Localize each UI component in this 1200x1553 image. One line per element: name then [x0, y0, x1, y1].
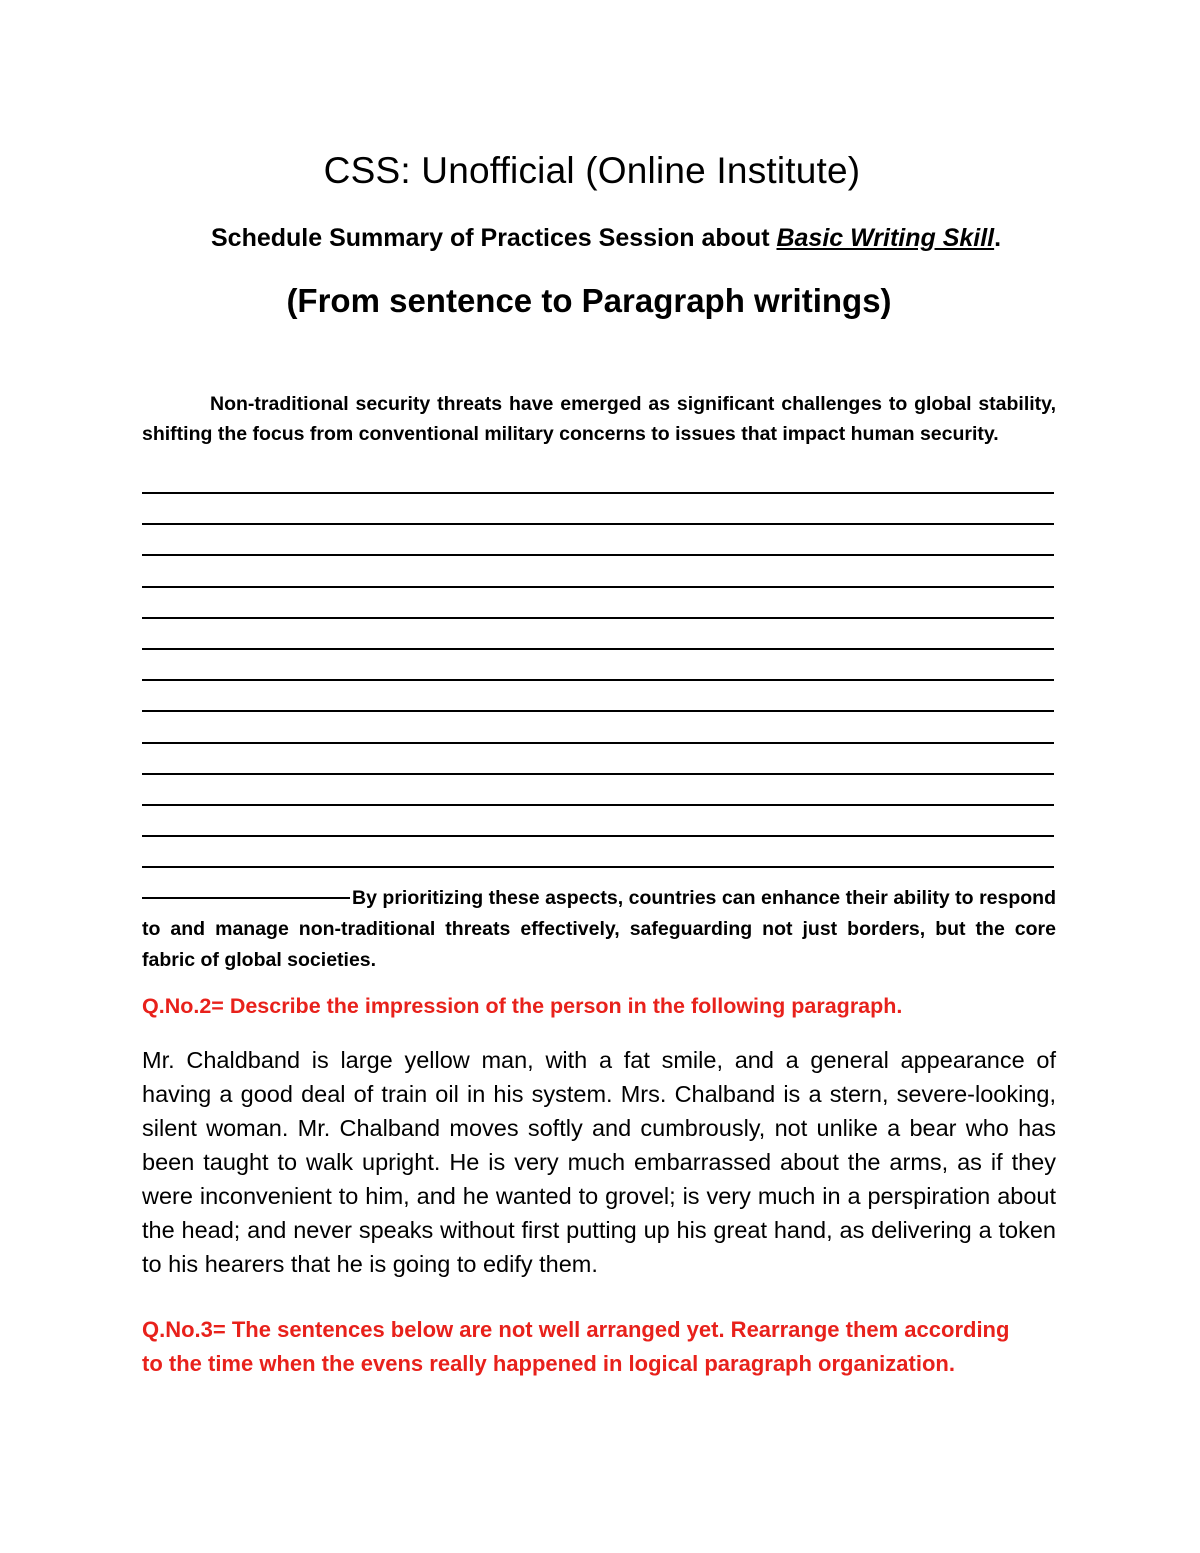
blank-writing-line [142, 744, 1054, 775]
page-title: CSS: Unofficial (Online Institute) [323, 150, 861, 191]
closing-paragraph [142, 883, 1056, 976]
question-3-heading: Q.No.3= The sentences below are not well arranged yet. Rearrange them according to the time when the evens really happened in logical paragraph organization. [142, 1317, 1010, 1376]
blank-writing-line [142, 525, 1054, 556]
lead-in-blank [142, 897, 350, 899]
subtitle-prefix: Schedule Summary of Practices Session about [211, 224, 777, 252]
blank-writing-line [142, 619, 1054, 650]
blank-writing-line [142, 806, 1054, 837]
blank-writing-line [142, 650, 1054, 681]
question-2-heading: Q.No.2= Describe the impression of the person in the following paragraph. [142, 994, 903, 1018]
blank-writing-line [142, 494, 1054, 525]
blank-writing-line [142, 588, 1054, 619]
subtitle-suffix: . [994, 224, 1002, 252]
blank-writing-line [142, 837, 1054, 868]
blank-writing-line [142, 712, 1054, 743]
question-2-paragraph: Mr. Chaldband is large yellow man, with a fat smile, and a general appearance of having a good deal of train oil in his system. Mrs. Chalband is a stern, severe-looking, silent woman. Mr. Chalband moves softly and cumbrously, not unlike a bear who has been taught to walk upright. He is very much embarrassed about the arms, as if they were inconvenient to him, and he wanted to grovel; is very much in a perspiration about the head; and never speaks without first putting up his great hand, as delivering a token to his hearers that he is going to edify them. [142, 1047, 1056, 1277]
blank-writing-line [142, 556, 1054, 587]
intro-paragraph: Non-traditional security threats have emerged as significant challenges to global stability, shifting the focus from conventional military concerns to issues that impact human security. [142, 393, 1056, 445]
blank-writing-line [142, 775, 1054, 806]
blank-writing-line [142, 681, 1054, 712]
session-subtitle [211, 224, 1001, 253]
closing-paragraph-text: By prioritizing these aspects, countries can enhance their ability to respond to and manage non-traditional threats effectively, safeguarding not just borders, but the core fabric of global societies. [142, 887, 1056, 971]
subtitle-emphasis: Basic Writing Skill [776, 224, 995, 252]
section-heading: (From sentence to Paragraph writings) [286, 282, 892, 319]
writing-lines [142, 492, 1054, 868]
